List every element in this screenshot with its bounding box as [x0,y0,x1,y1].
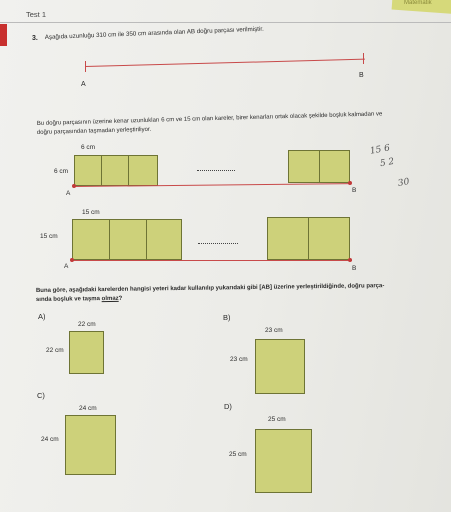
option-a-letter[interactable]: A) [38,312,46,321]
row2-width-label: 15 cm [82,209,100,216]
row2-height-label: 15 cm [40,233,58,240]
segment-ab-tick-b [363,53,364,64]
row1-ellipsis [197,170,235,171]
corner-label: Matematik [404,0,432,6]
row2-square-3 [146,219,182,260]
row2-endpoint-a [70,258,74,262]
prompt-line-2 [36,296,122,305]
description-line-1: Bu doğru parçasının üzerine kenar uzunlukları 6 cm ve 15 cm olan kareler, birer kenarları ortak olacak şekilde boşluk kalmadan ve [36,111,383,128]
row2-square-4 [267,217,309,260]
row2-label-a: A [64,263,69,270]
row1-square-2 [101,155,129,186]
point-b-label: B [359,72,364,79]
option-d-width-label: 25 cm [268,416,286,423]
row1-square-1 [74,155,102,186]
row1-endpoint-a [72,184,76,188]
header-rule [0,22,451,23]
option-a-square[interactable] [69,331,104,374]
prompt-line-2-end: ? [118,295,123,302]
row1-endpoint-b [348,181,352,185]
prompt-line-2-text: sında boşluk ve taşma [35,296,102,304]
row1-width-label: 6 cm [81,144,96,151]
option-d-letter[interactable]: D) [224,402,232,411]
row2-square-5 [308,217,350,260]
row1-label-a: A [66,190,71,197]
prompt-emphasis: olmaz [101,295,119,303]
row2-label-b: B [352,265,357,272]
row1-label-b: B [352,187,357,194]
handwritten-note-1: 15 6 [369,143,391,157]
segment-ab [85,59,365,68]
option-b-square[interactable] [255,339,305,394]
option-c-square[interactable] [65,415,116,475]
option-b-letter[interactable]: B) [223,313,231,322]
option-d-square[interactable] [255,429,312,493]
question-intro: Aşağıda uzunluğu 310 cm ile 350 cm arasında olan AB doğru parçası verilmiştir. [44,25,264,42]
point-a-label: A [81,81,86,88]
segment-ab-tick-a [85,61,86,72]
row2-endpoint-b [348,258,352,262]
question-number: 3. [32,35,38,42]
option-c-letter[interactable]: C) [37,391,45,400]
handwritten-note-2: 5 2 [379,156,396,170]
option-b-width-label: 23 cm [265,327,283,334]
option-c-width-label: 24 cm [79,405,97,412]
row1-square-5 [319,150,350,183]
option-a-width-label: 22 cm [78,321,96,328]
description-line-2: doğru parçasından taşmadan yerleştiriliyor. [36,126,152,137]
test-label: Test 1 [26,10,47,19]
option-c-height-label: 24 cm [41,436,59,443]
row1-height-label: 6 cm [54,168,69,175]
row1-square-4 [288,150,320,183]
handwritten-note-3: 30 [397,177,411,189]
row2-square-2 [109,219,147,260]
row2-ellipsis [198,243,238,244]
red-side-mark [0,24,7,46]
row2-segment [72,260,352,261]
option-d-height-label: 25 cm [229,451,247,458]
row2-square-1 [72,219,110,260]
prompt-line-1: Buna göre, aşağıdaki karelerden hangisi yeteri kadar kullanılıp yukarıdaki gibi [AB] üzerine yerleştirildiğinde, doğru parça- [35,283,385,295]
row1-square-3 [128,155,158,186]
option-a-height-label: 22 cm [46,347,64,354]
option-b-height-label: 23 cm [230,356,248,363]
